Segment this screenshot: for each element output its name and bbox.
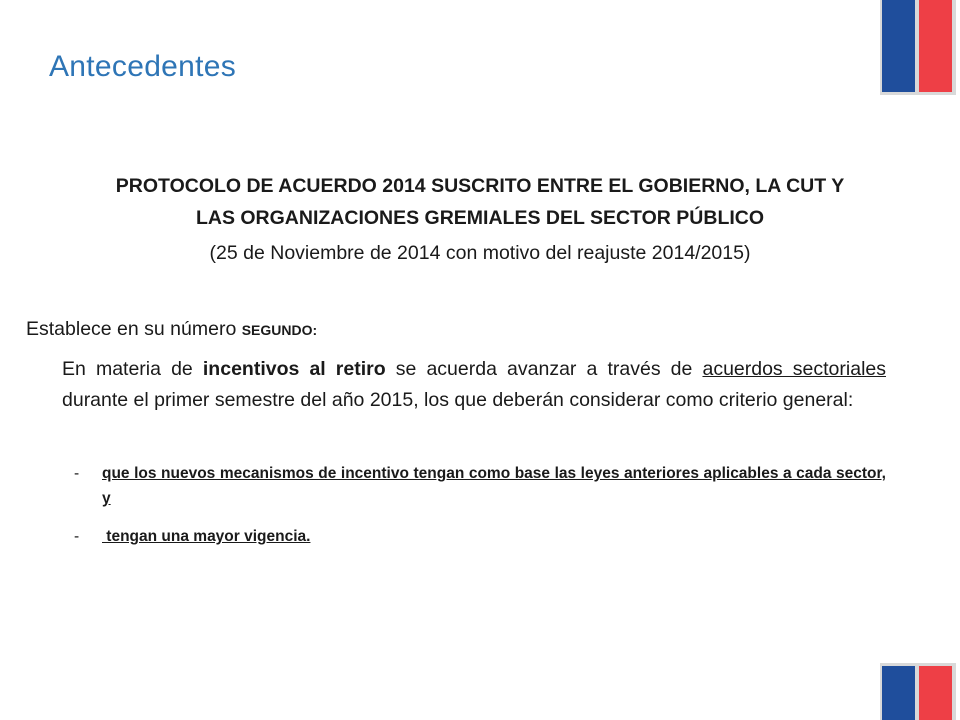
slide-title: Antecedentes (49, 50, 237, 83)
protocol-heading (60, 170, 900, 234)
para-text-1: En materia de (62, 358, 203, 380)
para-underline-acuerdos: acuerdos sectoriales (702, 358, 886, 380)
chile-flag-top (882, 0, 952, 92)
establece-line (26, 318, 317, 341)
list-item (62, 461, 886, 511)
bullet-text: tengan una mayor vigencia. (102, 528, 311, 545)
list-item (62, 524, 886, 549)
para-text-3: durante el primer semestre del año 2015, los que deberán considerar como criterio general: (62, 389, 854, 411)
flag-blue-stripe (882, 0, 915, 92)
flag-red-stripe (919, 666, 952, 720)
establece-prefix: Establece en su número (26, 318, 242, 340)
establece-keyword: SEGUNDO (241, 322, 313, 338)
bullet-dash: - (74, 528, 80, 545)
establece-colon: : (312, 322, 318, 338)
para-text-2: se acuerda avanzar a través de (385, 358, 703, 380)
protocol-date: (25 de Noviembre de 2014 con motivo del reajuste 2014/2015) (209, 242, 751, 264)
flag-blue-stripe (882, 666, 915, 720)
para-bold-incentivos: incentivos al retiro (202, 358, 386, 380)
bullet-text: que los nuevos mecanismos de incentivo tengan como base las leyes anteriores aplicables a cada sector, y (102, 465, 886, 507)
bullet-dash: - (74, 465, 80, 482)
flag-red-stripe (919, 0, 952, 92)
protocol-heading-line2: LAS ORGANIZACIONES GREMIALES DEL SECTOR PÚBLICO (195, 207, 765, 229)
incentive-paragraph (62, 354, 886, 416)
chile-flag-bottom (882, 666, 952, 720)
protocol-heading-line1: PROTOCOLO DE ACUERDO 2014 SUSCRITO ENTRE EL GOBIERNO, LA CUT Y (115, 175, 845, 197)
